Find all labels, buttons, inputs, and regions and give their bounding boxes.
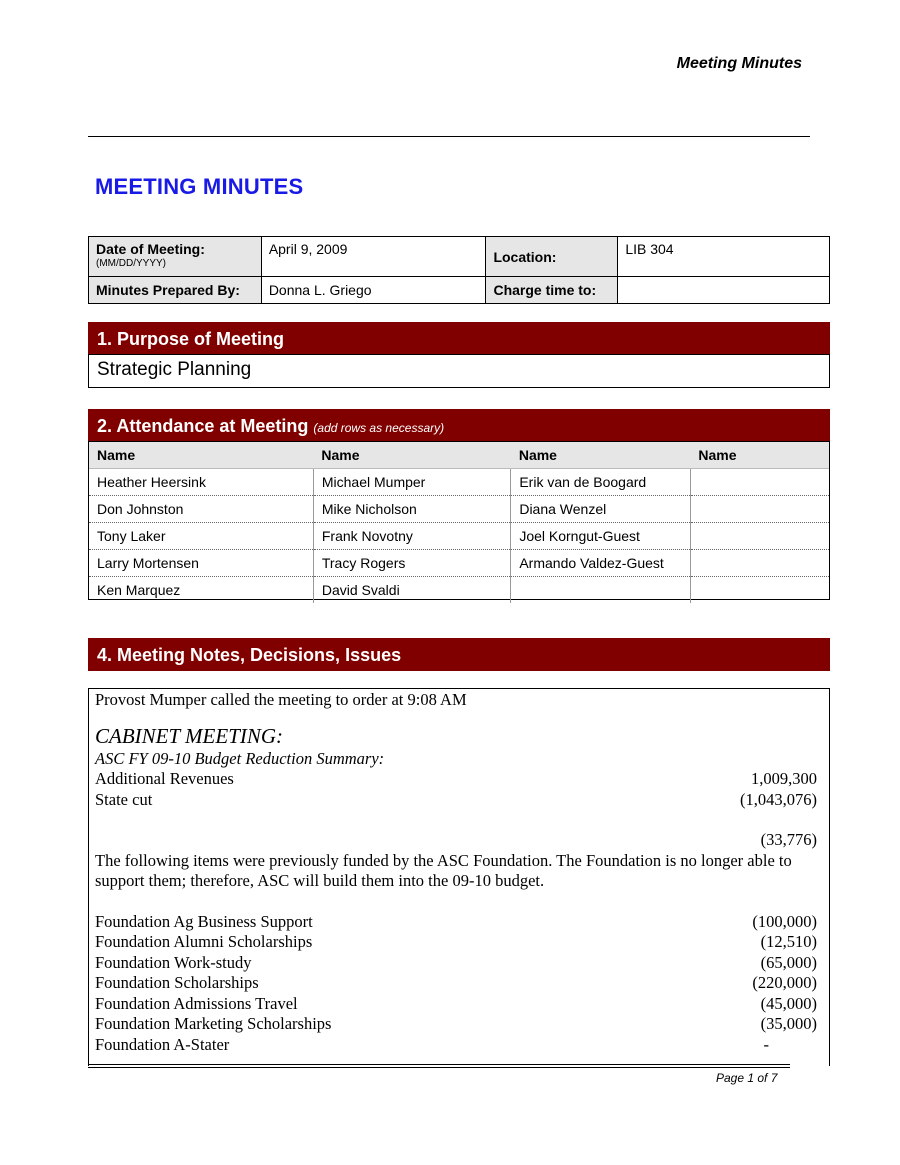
charge-time-value[interactable] [618,277,830,304]
attendee-name[interactable]: Heather Heersink [89,469,313,496]
attendance-row [89,550,829,577]
attendance-table-frame [88,441,830,600]
attendee-name[interactable] [511,577,691,604]
attendee-name[interactable] [690,550,829,577]
notes-section-heading: 4. Meeting Notes, Decisions, Issues [88,638,830,671]
attendee-name[interactable] [690,523,829,550]
charge-time-label: Charge time to: [486,277,618,304]
date-label: Date of Meeting: [96,241,205,257]
prepared-by-label: Minutes Prepared By: [89,277,262,304]
attendee-name[interactable]: Michael Mumper [313,469,510,496]
line-label: State cut [95,789,153,809]
purpose-section-heading: 1. Purpose of Meeting [88,322,830,355]
foundation-line [95,932,817,953]
line-amount: 1,009,300 [751,769,817,788]
attendee-name[interactable] [690,577,829,604]
budget-summary-title: ASC FY 09-10 Budget Reduction Summary: [95,748,385,768]
line-label: Foundation Work-study [95,952,252,972]
page-number: Page 1 of 7 [716,1071,778,1085]
footer-rule [88,1067,790,1068]
attendance-table [89,442,829,603]
attendance-header-row [89,442,829,469]
column-header: Name [313,442,510,469]
line-amount: (100,000) [752,911,817,931]
attendance-section-heading: 2. Attendance at Meeting (add rows as necessary) [88,409,830,442]
attendance-heading-text: 2. Attendance at Meeting [97,416,309,436]
column-header: Name [511,442,691,469]
prepared-by-value[interactable]: Donna L. Griego [261,277,486,304]
attendance-row [89,577,829,604]
revenue-line [95,790,817,811]
attendee-name[interactable]: Tracy Rogers [313,550,510,577]
column-header: Name [690,442,829,469]
subtotal-line [95,830,817,851]
line-amount: (220,000) [752,973,817,992]
attendance-row [89,469,829,496]
revenue-line [95,769,817,790]
purpose-text[interactable]: Strategic Planning [88,354,830,388]
foundation-line [95,973,817,994]
cabinet-heading: CABINET MEETING: [95,723,284,748]
document-title: MEETING MINUTES [95,174,304,199]
foundation-line [95,994,817,1015]
attendee-name[interactable]: Frank Novotny [313,523,510,550]
attendee-name[interactable]: Armando Valdez-Guest [511,550,691,577]
attendee-name[interactable]: Ken Marquez [89,577,313,604]
location-label: Location: [486,237,618,277]
footer-rule [88,1064,790,1065]
attendee-name[interactable] [690,469,829,496]
opening-line: Provost Mumper called the meeting to order at 9:08 AM [95,690,467,709]
page-header: Meeting Minutes [676,55,802,72]
attendee-name[interactable]: Erik van de Boogard [511,469,691,496]
line-amount: - [763,1034,769,1054]
line-amount: (1,043,076) [740,789,817,809]
date-label-cell [89,237,262,277]
attendee-name[interactable]: Tony Laker [89,523,313,550]
attendee-name[interactable]: David Svaldi [313,577,510,604]
foundation-line [95,912,817,933]
attendance-note: add rows as necessary [317,421,441,435]
line-label: Foundation A-Stater [95,1034,230,1054]
line-label: Foundation Ag Business Support [95,911,313,931]
location-value[interactable]: LIB 304 [618,237,830,277]
line-amount: (45,000) [760,993,817,1013]
line-label: Foundation Admissions Travel [95,993,298,1013]
subtotal-amount: (33,776) [760,830,817,849]
attendee-name[interactable]: Mike Nicholson [313,496,510,523]
line-amount: (35,000) [760,1014,817,1033]
attendee-name[interactable]: Diana Wenzel [511,496,691,523]
attendance-row [89,523,829,550]
column-header: Name [89,442,313,469]
line-label: Additional Revenues [95,769,234,788]
attendance-row [89,496,829,523]
line-label: Foundation Scholarships [95,973,259,992]
notes-body[interactable] [95,690,817,1055]
line-amount: (65,000) [760,952,817,972]
attendee-name[interactable]: Joel Korngut-Guest [511,523,691,550]
line-label: Foundation Marketing Scholarships [95,1014,332,1033]
line-label: Foundation Alumni Scholarships [95,932,313,951]
date-format-hint: (MM/DD/YYYY) [96,258,166,269]
attendee-name[interactable] [690,496,829,523]
foundation-line [95,1014,817,1035]
attendee-name[interactable]: Larry Mortensen [89,550,313,577]
foundation-paragraph: The following items were previously funded by the ASC Foundation. The Foundation is no longer able to support them; therefore, ASC will build them into the 09-10 budget. [95,850,792,890]
foundation-line [95,1035,817,1056]
line-amount: (12,510) [760,932,817,951]
meeting-info-table [88,236,830,304]
date-value[interactable]: April 9, 2009 [261,237,486,277]
attendee-name[interactable]: Don Johnston [89,496,313,523]
header-divider [88,136,810,137]
foundation-line [95,953,817,974]
